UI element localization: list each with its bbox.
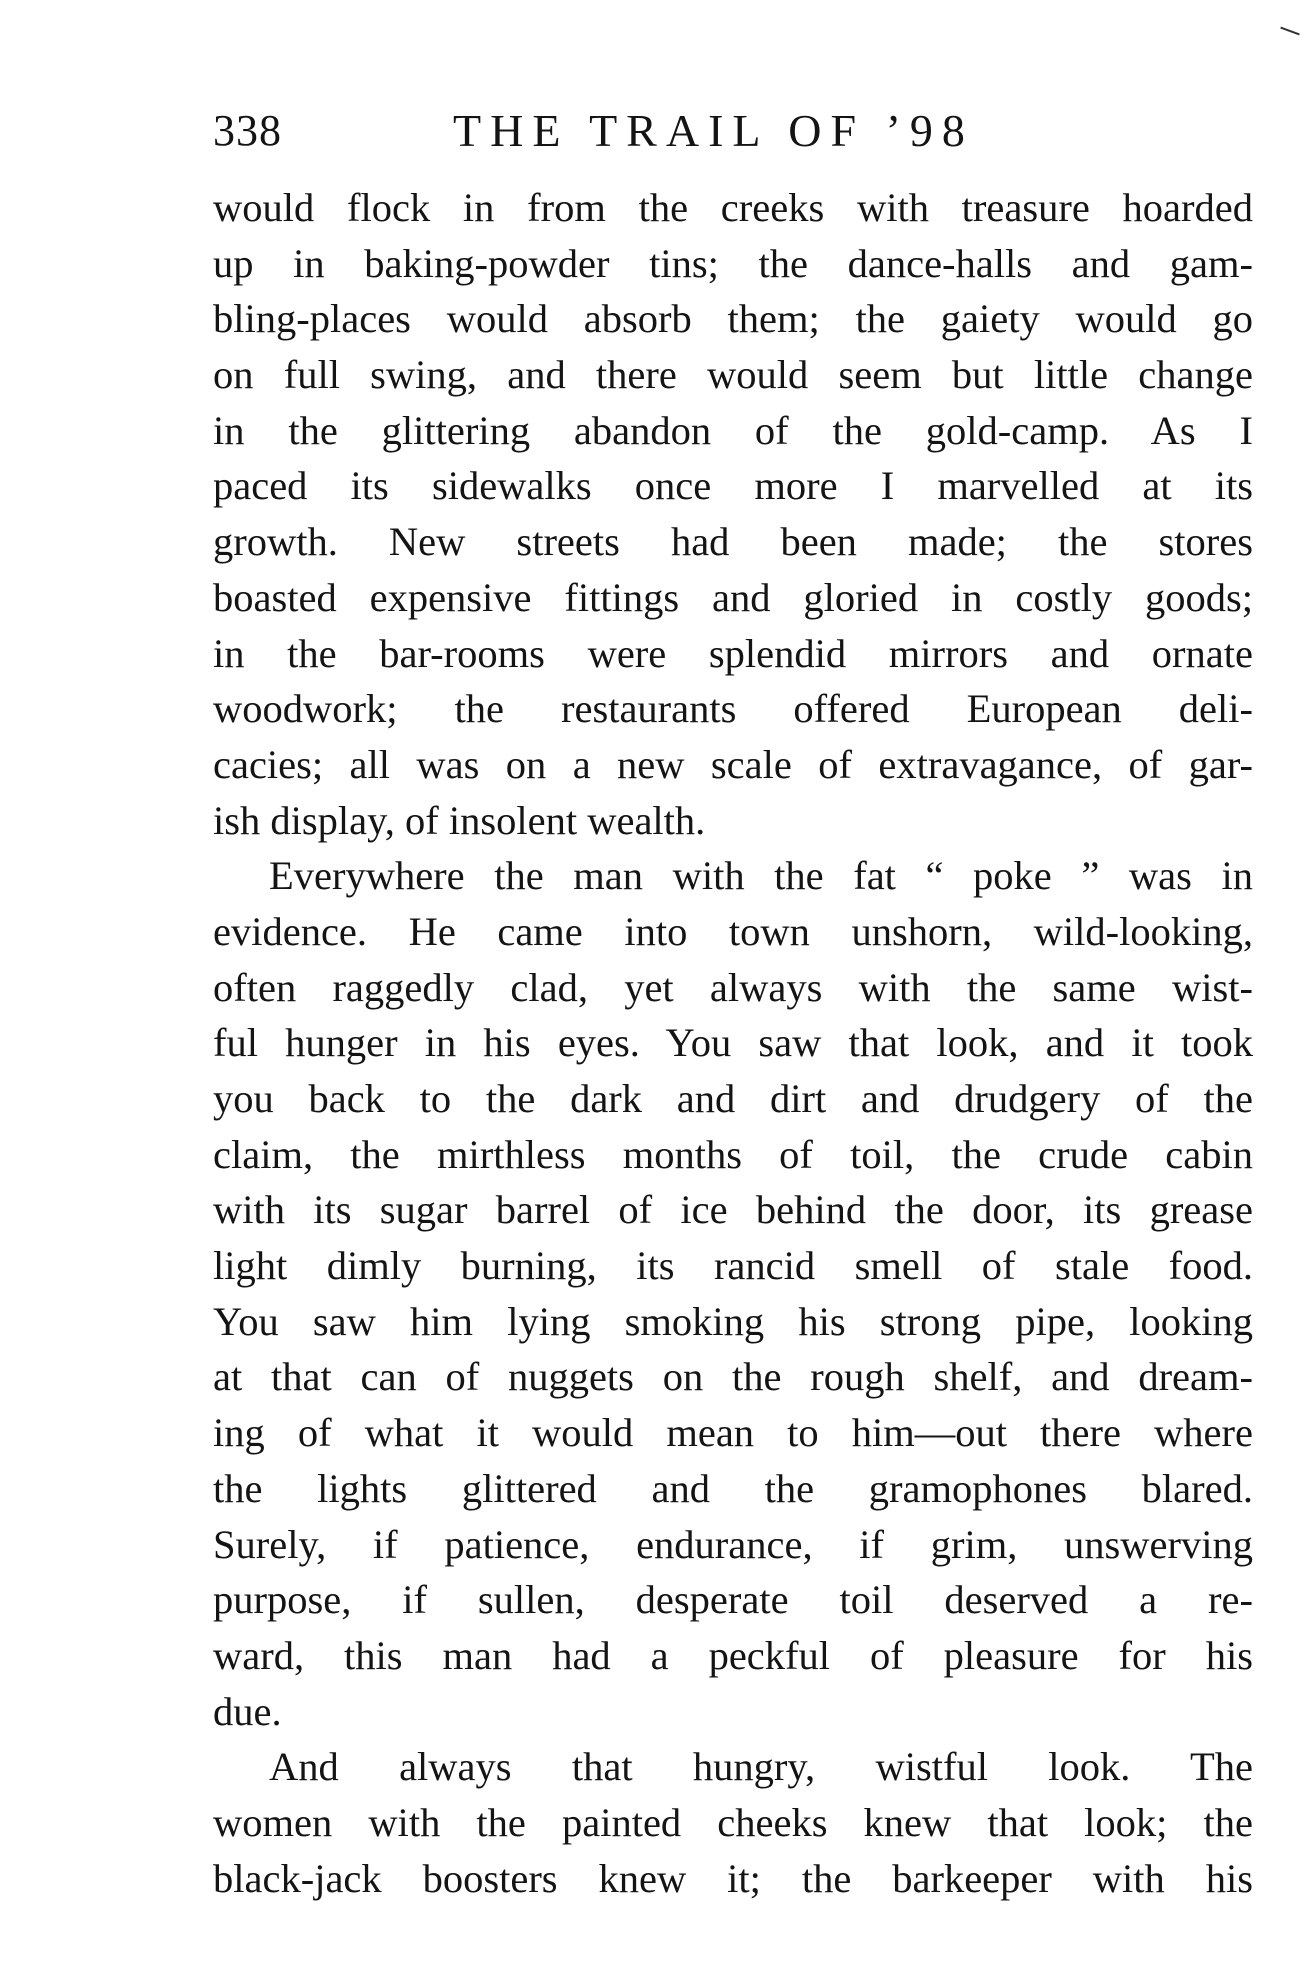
text-line: Everywhere the man with the fat “ poke ” was in <box>269 853 1253 899</box>
text-line: you back to the dark and dirt and drudgery of the <box>213 1076 1253 1121</box>
paragraph-1 <box>213 180 1253 848</box>
text-line: due. <box>213 1688 282 1734</box>
page-header <box>213 96 1253 166</box>
text-line: would flock in from the creeks with treasure hoarded <box>213 185 1253 230</box>
running-title: THE TRAIL OF ’98 <box>453 105 974 156</box>
text-line: black-jack boosters knew it; the barkeeper with his <box>213 1855 1253 1901</box>
text-line: cacies; all was on a new scale of extravagance, of gar- <box>213 741 1253 787</box>
text-line: with its sugar barrel of ice behind the door, its grease <box>213 1187 1253 1233</box>
paragraph-3 <box>213 1739 1253 1906</box>
body-text <box>213 180 1253 1906</box>
text-line: at that can of nuggets on the rough shelf, and dream- <box>213 1354 1253 1400</box>
text-line: the lights glittered and the gramophones blared. <box>213 1465 1253 1511</box>
text-line: women with the painted cheeks knew that look; the <box>213 1799 1253 1845</box>
text-line: You saw him lying smoking his strong pipe, looking <box>213 1298 1253 1344</box>
text-line: ward, this man had a peckful of pleasure for his <box>213 1632 1253 1678</box>
text-line: light dimly burning, its rancid smell of stale food. <box>213 1243 1253 1289</box>
text-line: paced its sidewalks once more I marvelled at its <box>213 463 1253 509</box>
text-line: purpose, if sullen, desperate toil deserved a re- <box>213 1577 1253 1623</box>
text-line: claim, the mirthless months of toil, the crude cabin <box>213 1131 1253 1177</box>
page-number: 338 <box>213 106 282 155</box>
text-line: growth. New streets had been made; the stores <box>213 519 1253 565</box>
text-line: on full swing, and there would seem but little change <box>213 352 1253 398</box>
text-line: in the glittering abandon of the gold-camp. As I <box>213 407 1253 453</box>
text-line: And always that hungry, wistful look. The <box>269 1744 1253 1790</box>
text-line: Surely, if patience, endurance, if grim, unswerving <box>213 1521 1253 1567</box>
text-line: evidence. He came into town unshorn, wild-looking, <box>213 908 1253 954</box>
paragraph-2 <box>213 848 1253 1739</box>
text-line: in the bar-rooms were splendid mirrors and ornate <box>213 630 1253 676</box>
scan-edge-mark <box>1280 27 1299 36</box>
text-line: boasted expensive fittings and gloried in costly goods; <box>213 574 1253 620</box>
text-line: bling-places would absorb them; the gaiety would go <box>213 296 1253 342</box>
text-line: ing of what it would mean to him—out there where <box>213 1410 1253 1456</box>
text-line: woodwork; the restaurants offered European deli- <box>213 686 1253 732</box>
text-line: often raggedly clad, yet always with the same wist- <box>213 964 1253 1010</box>
text-line: ful hunger in his eyes. You saw that look, and it took <box>213 1020 1253 1066</box>
text-line: ish display, of insolent wealth. <box>213 797 706 843</box>
text-line: up in baking-powder tins; the dance-halls and gam- <box>213 240 1253 286</box>
